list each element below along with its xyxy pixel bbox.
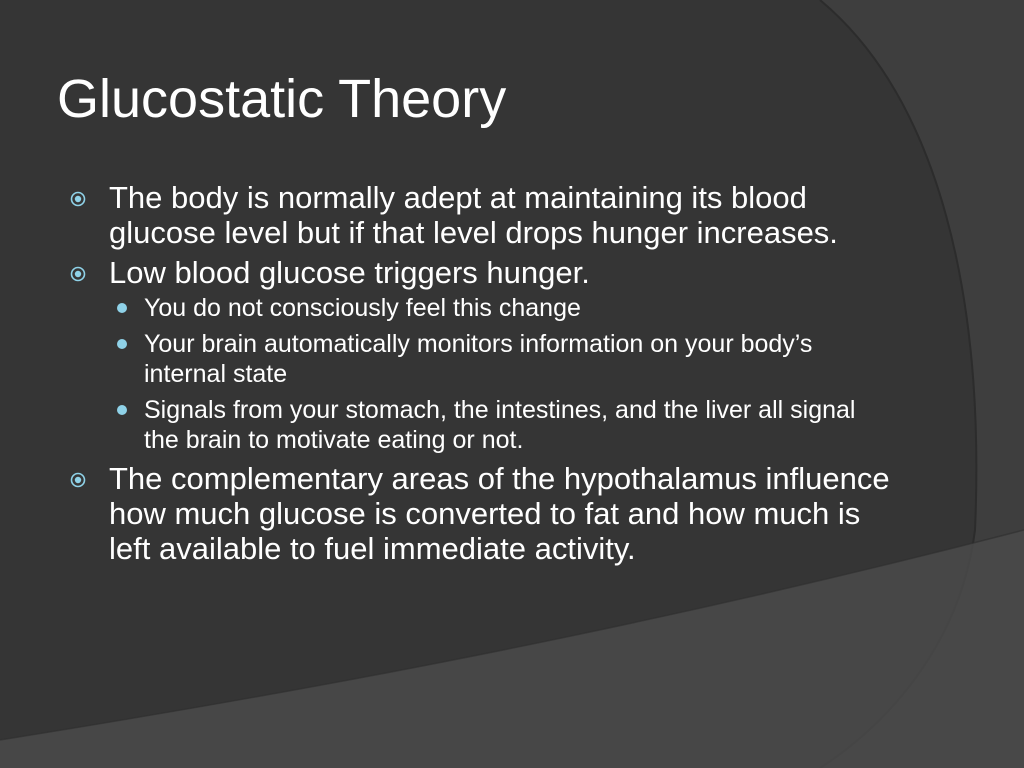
sub-bullet-text: You do not consciously feel this change — [144, 294, 581, 322]
bullet-item — [70, 180, 890, 250]
sub-bullet-text: Signals from your stomach, the intestines, and the liver all signal the brain to motivate eating or not. — [144, 396, 856, 454]
filled-dot-icon — [117, 339, 127, 349]
bullet-text: Low blood glucose triggers hunger. — [109, 255, 590, 290]
target-circle-icon — [70, 191, 86, 207]
sub-bullet-item — [70, 395, 890, 455]
slide-body — [70, 180, 890, 571]
bullet-item — [70, 461, 890, 566]
filled-dot-icon — [117, 303, 127, 313]
slide-title: Glucostatic Theory — [57, 69, 507, 129]
sub-bullet-item — [70, 329, 890, 389]
filled-dot-icon — [117, 405, 127, 415]
sub-bullet-item — [70, 293, 890, 323]
bullet-item — [70, 255, 890, 290]
bullet-text: The complementary areas of the hypothalamus influence how much glucose is converted to fat and how much is left available to fuel immediate activity. — [109, 461, 890, 566]
target-circle-icon — [70, 472, 86, 488]
sub-bullet-list — [70, 293, 890, 455]
sub-bullet-text: Your brain automatically monitors information on your body’s internal state — [144, 330, 813, 388]
target-circle-icon — [70, 266, 86, 282]
bullet-text: The body is normally adept at maintaining its blood glucose level but if that level drops hunger increases. — [109, 180, 838, 250]
